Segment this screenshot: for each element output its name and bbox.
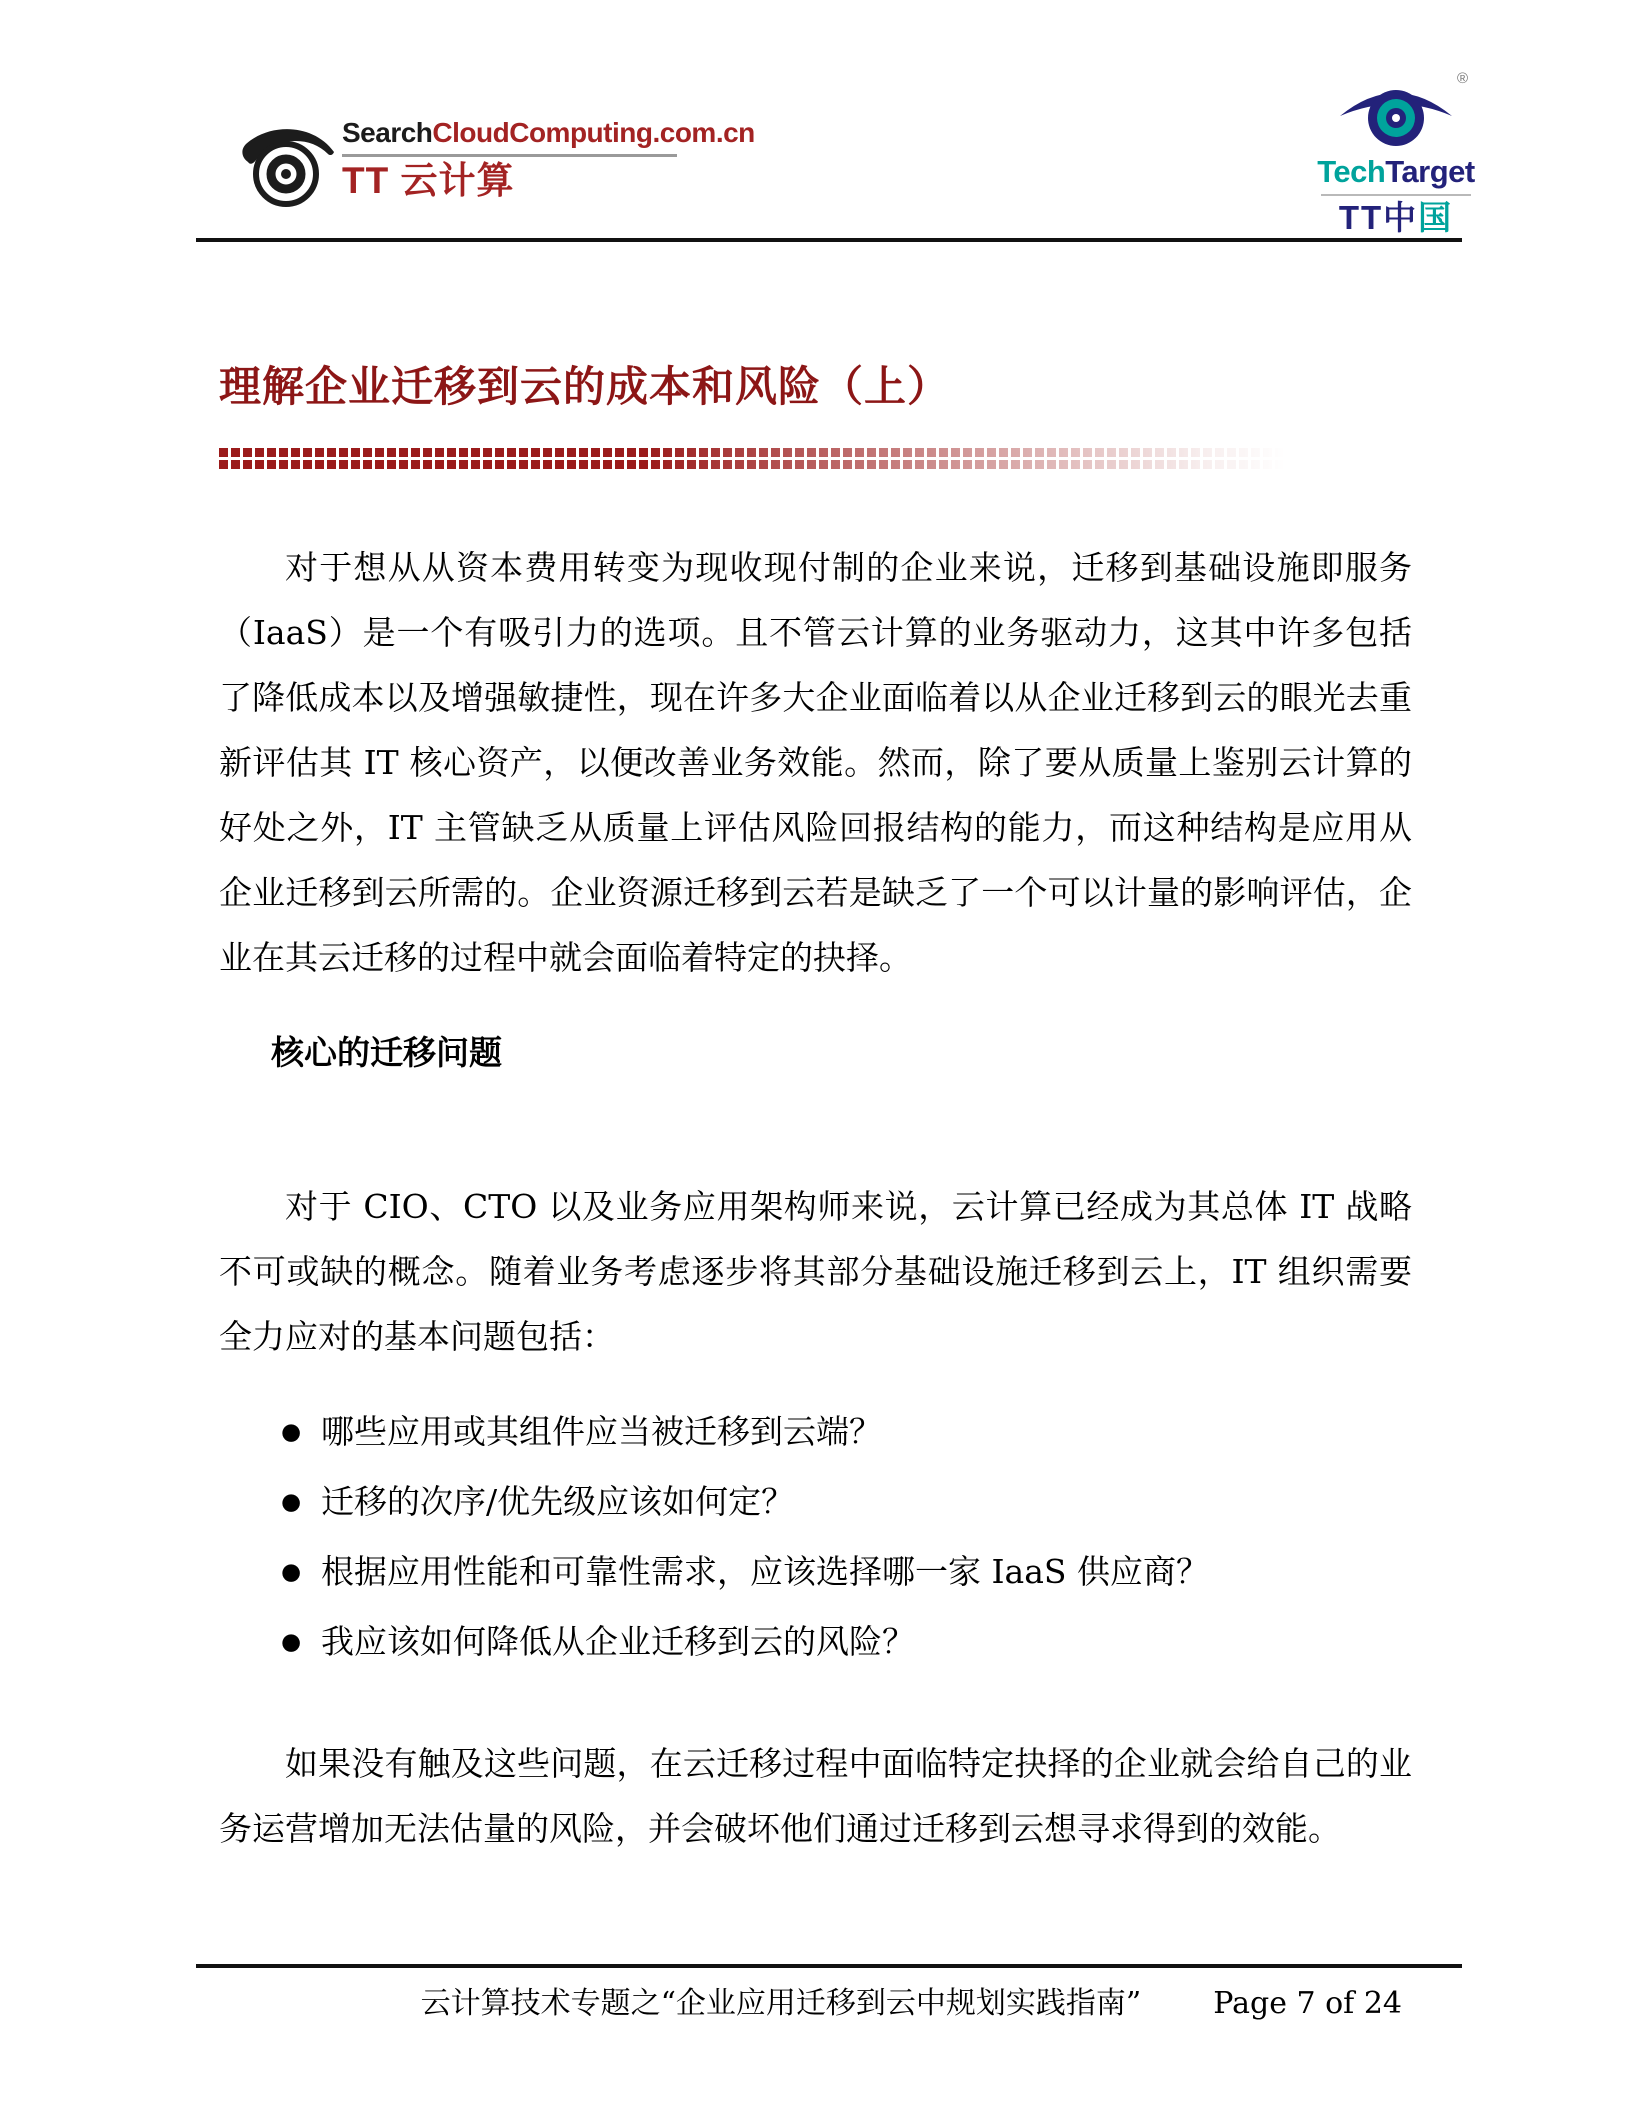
logo-underline xyxy=(342,154,677,157)
list-item xyxy=(219,1607,1412,1677)
article-body xyxy=(219,360,1412,1861)
migration-questions-list xyxy=(219,1397,1412,1677)
paragraph-conclusion: 如果没有触及这些问题，在云迁移过程中面临特定抉择的企业就会给自己的业务运营增加无法估量的风险，并会破坏他们通过迁移到云想寻求得到的效能。 xyxy=(219,1744,1412,1848)
list-item-text: 哪些应用或其组件应当被迁移到云端？ xyxy=(321,1412,882,1451)
tt-china-guo: 国 xyxy=(1418,199,1454,236)
footer-doc-title: 云计算技术专题之“企业应用迁移到云中规划实践指南” xyxy=(420,1986,1142,2021)
searchcloudcomputing-logo xyxy=(238,116,755,203)
techtarget-wordmark xyxy=(1317,154,1475,190)
tt-cloud-sub-brand: TT 云计算 xyxy=(342,160,515,201)
registered-trademark: ® xyxy=(1456,70,1468,87)
bullet-icon: ● xyxy=(281,1419,302,1445)
brand-tech: Tech xyxy=(1317,154,1386,189)
brand-cloudcomputing: CloudComputing xyxy=(432,117,653,148)
paragraph-core-questions: 对于 CIO、CTO 以及业务应用架构师来说，云计算已经成为其总体 IT 战略不可或缺的概念。随着业务考虑逐步将其部分基础设施迁移到云上，IT 组织需要全力应对的基本问题包括： xyxy=(219,1187,1412,1356)
decorative-dotted-band xyxy=(219,448,1285,469)
list-item-text: 根据应用性能和可靠性需求，应该选择哪一家 IaaS 供应商？ xyxy=(321,1552,1209,1591)
list-item xyxy=(219,1467,1412,1537)
brand-search: Search xyxy=(342,117,433,148)
page-header xyxy=(0,0,1631,238)
tt-china-tt: TT xyxy=(1338,199,1384,236)
brand-target: Target xyxy=(1385,154,1475,189)
tt-china-zhong: 中 xyxy=(1383,199,1419,236)
logo-underline xyxy=(1321,194,1471,196)
footer-rule xyxy=(196,1964,1462,1968)
techtarget-eye-icon xyxy=(1336,72,1456,150)
brand-domain: .com.cn xyxy=(652,117,755,148)
bullet-icon: ● xyxy=(281,1629,302,1655)
page-footer xyxy=(196,1964,1462,2024)
bullet-icon: ● xyxy=(281,1559,302,1585)
list-item xyxy=(219,1397,1412,1467)
eye-icon xyxy=(234,122,342,218)
techtarget-logo xyxy=(1311,72,1481,238)
footer-text-row xyxy=(196,1984,1462,2024)
list-item-text: 我应该如何降低从企业迁移到云的风险？ xyxy=(321,1622,915,1661)
tt-china-sub-brand xyxy=(1339,198,1453,238)
band-row xyxy=(219,448,1285,457)
brand-wordmark xyxy=(342,116,755,150)
bullet-icon: ● xyxy=(281,1489,302,1515)
logo-left-text xyxy=(342,116,755,203)
techtarget-eye-wrap xyxy=(1336,70,1468,154)
page-number: Page 7 of 24 xyxy=(1213,1986,1402,2021)
list-item xyxy=(219,1537,1412,1607)
band-row xyxy=(219,460,1285,469)
list-item-text: 迁移的次序/优先级应该如何定？ xyxy=(321,1482,795,1521)
paragraph-intro: 对于想从从资本费用转变为现收现付制的企业来说，迁移到基础设施即服务（IaaS）是一个有吸引力的选项。且不管云计算的业务驱动力，这其中许多包括了降低成本以及增强敏捷性，现在许多大企业面临着以从企业迁移到云的眼光去重新评估其 IT 核心资产，以便改善业务效能。然而，除了要从质量上鉴别云计算的好处之外，IT 主管缺乏从质量上评估风险回报结构的能力，而这种结构是应用从企业迁移到云所需的。企业资源迁移到云若是缺乏了一个可以计量的影响评估，企业在其云迁移的过程中就会面临着特定的抉择。 xyxy=(219,548,1412,977)
header-rule xyxy=(196,238,1462,242)
section-subheading: 核心的迁移问题 xyxy=(271,1033,502,1072)
article-title: 理解企业迁移到云的成本和风险（上） xyxy=(219,362,951,411)
